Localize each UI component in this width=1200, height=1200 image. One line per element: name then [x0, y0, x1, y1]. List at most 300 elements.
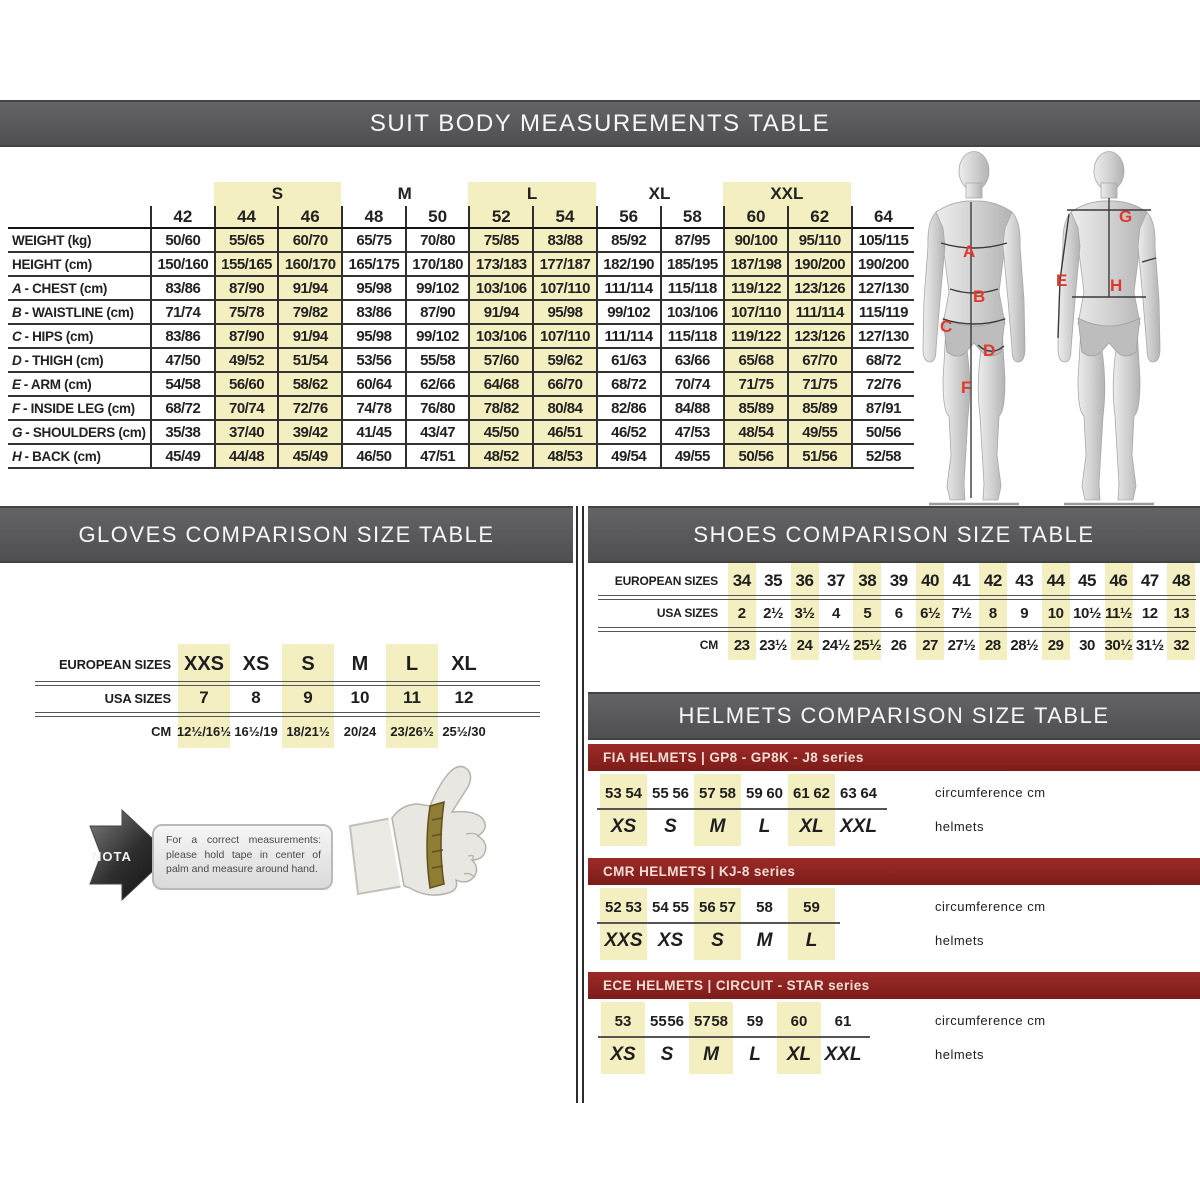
suit-cell: 60/70 [277, 229, 341, 253]
helmet-size-label: S [664, 816, 677, 837]
helmet-size-label: S [711, 930, 724, 951]
suit-cell: 91/94 [468, 301, 532, 325]
shoes-cell: 39 [889, 570, 908, 590]
suit-cell: 111/114 [787, 301, 851, 325]
suit-column-header: 60 [723, 206, 787, 229]
helmet-series-bar: CMR HELMETS | KJ-8 series [588, 858, 1200, 885]
helmet-circumference-value: 56 [672, 784, 689, 802]
shoes-cell: 30½ [1104, 636, 1133, 654]
suit-column-header: 58 [660, 206, 724, 229]
suit-cell: 177/187 [532, 253, 596, 277]
helmet-circumference-cell [741, 894, 788, 920]
helmet-size-label: M [709, 816, 726, 837]
suit-cell: 70/74 [214, 397, 278, 421]
shoes-cell: 6 [894, 604, 903, 622]
helmet-circumference-caption: circumference cm [935, 899, 1046, 914]
suit-cell: 55/58 [405, 349, 469, 373]
suit-cell: 75/78 [214, 301, 278, 325]
gloves-cell: 18/21½ [286, 723, 330, 739]
suit-cell: 39/42 [277, 421, 341, 445]
suit-cell: 119/122 [723, 277, 787, 301]
helmet-size-label: L [758, 816, 771, 837]
suit-table-title: SUIT BODY MEASUREMENTS TABLE [369, 109, 831, 137]
suit-cell: 76/80 [405, 397, 469, 421]
helmet-size-label: L [805, 930, 818, 951]
suit-cell: 111/114 [596, 277, 660, 301]
suit-cell: 68/72 [596, 373, 660, 397]
suit-row-label: F - INSIDE LEG (cm) [8, 397, 150, 421]
shoes-title: SHOES COMPARISON SIZE TABLE [693, 521, 1095, 547]
suit-cell: 95/98 [532, 301, 596, 325]
shoes-cell: 34 [732, 570, 751, 590]
suit-cell: 111/114 [596, 325, 660, 349]
suit-cell: 47/53 [660, 421, 724, 445]
shoes-cell: 24 [796, 636, 813, 654]
helmet-circumference-value: 59 [746, 1012, 764, 1030]
figure-label-thigh: D [983, 341, 996, 360]
helmet-circumference-value: 55 [650, 1012, 667, 1030]
suit-cell: 64/68 [468, 373, 532, 397]
gloves-cell: 11 [403, 688, 421, 707]
suit-size-group-header: M [397, 184, 412, 203]
shoes-cell: 23 [733, 636, 750, 654]
suit-cell: 65/68 [723, 349, 787, 373]
helmet-size-label: L [749, 1044, 761, 1065]
gloves-cell: 25½/30 [442, 723, 486, 739]
helmet-circumference-cell [647, 780, 694, 806]
helmet-circumference-row [600, 780, 882, 806]
suit-cell: 48/53 [532, 445, 596, 469]
suit-cell: 115/118 [660, 325, 724, 349]
suit-row-letter: D [12, 352, 22, 368]
helmet-circumference-row [600, 894, 835, 920]
helmet-size-label: XS [610, 816, 637, 837]
helmet-size-label: XS [657, 930, 684, 951]
shoes-cell: 38 [858, 570, 877, 590]
gloves-row [35, 686, 540, 710]
suit-cell: 85/89 [787, 397, 851, 421]
figure-label-arm: E [1056, 271, 1068, 290]
gloves-row-label: USA SIZES [104, 690, 171, 706]
suit-row-label: WEIGHT (kg) [8, 229, 150, 253]
helmet-sizes-caption: helmets [935, 819, 985, 834]
suit-cell: 54/58 [150, 373, 214, 397]
shoes-cell: 27½ [947, 636, 976, 654]
helmet-sizes-row [600, 812, 882, 842]
suit-cell: 83/86 [150, 325, 214, 349]
suit-column-header: 50 [405, 206, 469, 229]
suit-number-spacer [8, 206, 150, 229]
helmet-size-label: S [660, 1044, 674, 1065]
suit-row-letter: E [12, 376, 21, 392]
suit-cell: 59/62 [532, 349, 596, 373]
gloves-cell: 20/24 [343, 723, 377, 739]
helmet-circumference-cell [733, 1008, 777, 1034]
suit-cell: 71/75 [723, 373, 787, 397]
thumbs-up-hand-illustration [346, 760, 504, 928]
helmet-circumference-cell [647, 894, 694, 920]
shoes-cell: 44 [1046, 570, 1065, 590]
shoes-cell: 25½ [853, 636, 882, 654]
helmet-circumference-cell [788, 894, 835, 920]
shoes-cell: 31½ [1135, 636, 1164, 654]
suit-cell: 90/100 [723, 229, 787, 253]
suit-cell: 170/180 [405, 253, 469, 277]
helmet-circumference-value: 52 [605, 898, 622, 916]
figure-label-inside-leg: F [961, 378, 972, 397]
helmet-size-label: M [756, 930, 773, 951]
gloves-title: GLOVES COMPARISON SIZE TABLE [78, 521, 495, 547]
suit-cell: 103/106 [468, 325, 532, 349]
shoes-row-label: EUROPEAN SIZES [614, 573, 718, 588]
helmet-circumference-cell [777, 1008, 821, 1034]
suit-cell: 57/60 [468, 349, 532, 373]
shoes-cell: 40 [921, 570, 939, 590]
suit-cell: 75/85 [468, 229, 532, 253]
suit-cell: 185/195 [660, 253, 724, 277]
nota-label: NOTA [92, 849, 132, 864]
suit-cell: 115/119 [851, 301, 915, 325]
suit-cell: 41/45 [341, 421, 405, 445]
helmet-circumference-cell [694, 780, 741, 806]
shoes-cell: 42 [983, 570, 1002, 590]
suit-column-header: 54 [532, 206, 596, 229]
suit-row-letter: B [12, 304, 22, 320]
shoes-cell: 43 [1015, 570, 1034, 590]
suit-row-label: A - CHEST (cm) [8, 277, 150, 301]
shoes-cell: 32 [1173, 636, 1189, 654]
helmet-circumference-value: 57 [719, 898, 736, 916]
suit-cell: 78/82 [468, 397, 532, 421]
gloves-cell: XS [242, 652, 270, 675]
figure-label-shoulders: G [1119, 207, 1133, 226]
gloves-cell: 9 [303, 688, 313, 707]
suit-column-header: 48 [341, 206, 405, 229]
suit-cell: 67/70 [787, 349, 851, 373]
helmet-size-label: XS [610, 1044, 636, 1065]
gloves-cell: XL [451, 652, 477, 675]
helmet-circumference-value: 54 [652, 898, 669, 916]
suit-cell: 187/198 [723, 253, 787, 277]
helmet-circumference-value: 56 [667, 1012, 684, 1030]
helmet-circumference-cell [600, 894, 647, 920]
suit-cell: 85/92 [596, 229, 660, 253]
suit-row-label: HEIGHT (cm) [8, 253, 150, 277]
suit-cell: 47/51 [405, 445, 469, 469]
shoes-cell: 47 [1140, 570, 1159, 590]
suit-cell: 60/64 [341, 373, 405, 397]
suit-cell: 105/115 [851, 229, 915, 253]
helmet-sizes-row [601, 1040, 865, 1070]
suit-cell: 63/66 [660, 349, 724, 373]
gloves-rule [35, 712, 540, 717]
suit-cell: 127/130 [851, 325, 915, 349]
suit-cell: 45/50 [468, 421, 532, 445]
suit-cell: 107/110 [532, 277, 596, 301]
suit-cell: 165/175 [341, 253, 405, 277]
suit-cell: 46/51 [532, 421, 596, 445]
shoes-cell: 48 [1172, 570, 1191, 590]
suit-row-label: E - ARM (cm) [8, 373, 150, 397]
suit-cell: 182/190 [596, 253, 660, 277]
gloves-row-label: CM [151, 723, 171, 739]
suit-cell: 65/75 [341, 229, 405, 253]
figure-label-chest: A [963, 242, 976, 261]
helmet-circumference-row [601, 1008, 865, 1034]
helmet-sizes-row [600, 926, 835, 956]
helmet-rule [597, 922, 840, 924]
shoes-cell: 4 [831, 604, 840, 622]
suit-size-group-header: L [468, 182, 595, 206]
helmet-circumference-value: 59 [803, 898, 820, 916]
suit-column-header: 52 [468, 206, 532, 229]
suit-size-group-header: XXL [723, 182, 850, 206]
suit-cell: 99/102 [405, 325, 469, 349]
measurement-note-text: For a correct measurements: please hold tape in center of palm and measure around hand. [166, 834, 321, 876]
shoes-cell: 23½ [759, 636, 787, 654]
shoes-cell: 8 [988, 604, 997, 622]
suit-cell: 51/56 [787, 445, 851, 469]
suit-cell: 190/200 [787, 253, 851, 277]
suit-cell: 58/62 [277, 373, 341, 397]
shoes-cell: 9 [1020, 604, 1029, 622]
suit-cell: 123/126 [787, 325, 851, 349]
helmet-circumference-value: 57 [699, 784, 716, 802]
helmet-rule [598, 1036, 870, 1038]
suit-cell: 71/75 [787, 373, 851, 397]
suit-cell: 72/76 [277, 397, 341, 421]
suit-row-label: H - BACK (cm) [8, 445, 150, 469]
gloves-rule [35, 681, 540, 686]
suit-size-group-header [851, 182, 915, 206]
suit-row-label: G - SHOULDERS (cm) [8, 421, 150, 445]
shoes-cell: 29 [1047, 636, 1064, 654]
figure-label-back: H [1110, 276, 1123, 295]
shoes-cell: 3½ [794, 604, 815, 622]
shoes-header-bar [588, 506, 1200, 563]
suit-cell: 79/82 [277, 301, 341, 325]
suit-cell: 95/110 [787, 229, 851, 253]
shoes-cell: 10 [1047, 604, 1064, 622]
suit-cell: 83/86 [150, 277, 214, 301]
suit-cell: 50/60 [150, 229, 214, 253]
gloves-row-label: EUROPEAN SIZES [58, 656, 171, 672]
suit-column-header: 42 [150, 206, 214, 229]
shoes-cell: 45 [1078, 570, 1096, 590]
shoes-cell: 26 [890, 636, 907, 654]
suit-cell: 49/52 [214, 349, 278, 373]
suit-cell: 47/50 [150, 349, 214, 373]
helmet-rule [597, 808, 887, 810]
suit-cell: 66/70 [532, 373, 596, 397]
shoes-cell: 27 [922, 636, 938, 654]
shoes-cell: 11½ [1104, 604, 1132, 622]
shoes-cell: 30 [1079, 636, 1095, 654]
mannequin-figures [912, 146, 1194, 508]
suit-cell: 71/74 [150, 301, 214, 325]
suit-cell: 173/183 [468, 253, 532, 277]
helmet-circumference-cell [600, 780, 647, 806]
suit-cell: 91/94 [277, 325, 341, 349]
helmet-circumference-cell [694, 894, 741, 920]
helmet-series-bar: FIA HELMETS | GP8 - GP8K - J8 series [588, 744, 1200, 771]
shoes-cell: 5 [863, 604, 872, 622]
suit-column-header: 44 [214, 206, 278, 229]
suit-cell: 115/118 [660, 277, 724, 301]
helmet-size-label: M [703, 1044, 719, 1065]
suit-cell: 49/55 [787, 421, 851, 445]
shoes-cell: 6½ [920, 604, 940, 622]
shoes-cell: 2½ [763, 604, 784, 622]
helmet-size-label: XL [799, 816, 824, 837]
suit-row-letter: F [12, 400, 20, 416]
helmet-sizes-caption: helmets [935, 933, 985, 948]
suit-column-header: 62 [787, 206, 851, 229]
shoes-row [592, 633, 1198, 657]
shoes-cell: 12 [1141, 604, 1158, 622]
helmet-circumference-cell [788, 780, 835, 806]
suit-cell: 123/126 [787, 277, 851, 301]
suit-cell: 45/49 [277, 445, 341, 469]
suit-size-group-header: S [214, 182, 341, 206]
helmet-circumference-value: 58 [719, 784, 736, 802]
suit-cell: 119/122 [723, 325, 787, 349]
helmet-circumference-value: 60 [790, 1012, 808, 1030]
suit-cell: 61/63 [596, 349, 660, 373]
suit-cell: 46/52 [596, 421, 660, 445]
suit-cell: 87/91 [851, 397, 915, 421]
helmet-circumference-value: 55 [672, 898, 689, 916]
suit-cell: 49/54 [596, 445, 660, 469]
suit-cell: 68/72 [150, 397, 214, 421]
measurement-note [152, 824, 333, 890]
shoes-cell: 36 [795, 570, 814, 590]
gloves-cell: 12 [454, 688, 474, 707]
suit-cell: 72/76 [851, 373, 915, 397]
helmet-circumference-cell [601, 1008, 645, 1034]
helmet-circumference-value: 61 [834, 1012, 852, 1030]
suit-cell: 127/130 [851, 277, 915, 301]
helmet-circumference-cell [835, 780, 882, 806]
suit-cell: 82/86 [596, 397, 660, 421]
suit-cell: 99/102 [405, 277, 469, 301]
shoes-row-label: USA SIZES [656, 606, 718, 620]
suit-column-header: 46 [277, 206, 341, 229]
shoes-cell: 7½ [951, 604, 972, 622]
helmet-circumference-value: 59 [746, 784, 763, 802]
helmet-circumference-value: 56 [699, 898, 716, 916]
shoes-cell: 37 [826, 570, 845, 590]
suit-row-letter: H [12, 448, 22, 464]
shoes-cell: 28½ [1010, 636, 1039, 654]
suit-cell: 62/66 [405, 373, 469, 397]
shoes-rule [598, 595, 1196, 600]
suit-cell: 155/165 [214, 253, 278, 277]
shoes-row [592, 567, 1198, 594]
section-divider-line [582, 506, 584, 1103]
suit-cell: 80/84 [532, 397, 596, 421]
suit-cell: 103/106 [660, 301, 724, 325]
suit-cell: 50/56 [723, 445, 787, 469]
helmet-series-bar: ECE HELMETS | CIRCUIT - STAR series [588, 972, 1200, 999]
helmet-circumference-value: 53 [614, 1012, 632, 1030]
shoes-cell: 41 [952, 570, 971, 590]
shoes-cell: 2 [737, 604, 746, 622]
suit-column-header: 64 [851, 206, 915, 229]
gloves-row [35, 717, 540, 745]
suit-row-label: B - WAISTLINE (cm) [8, 301, 150, 325]
suit-cell: 83/88 [532, 229, 596, 253]
figure-label-waist: B [973, 287, 986, 306]
suit-cell: 55/65 [214, 229, 278, 253]
shoes-cell: 28 [984, 636, 1001, 654]
helmet-size-label: XL [786, 1044, 812, 1065]
suit-cell: 74/78 [341, 397, 405, 421]
suit-row-letter: A [12, 280, 22, 296]
suit-cell: 48/52 [468, 445, 532, 469]
helmet-circumference-cell [741, 780, 788, 806]
helmet-circumference-value: 57 [694, 1012, 711, 1030]
suit-measurements-table [8, 182, 914, 469]
suit-cell: 44/48 [214, 445, 278, 469]
suit-cell: 45/49 [150, 445, 214, 469]
helmet-circumference-value: 58 [711, 1012, 728, 1030]
gloves-cell: M [351, 652, 369, 675]
suit-row-letter: C [12, 328, 22, 344]
suit-cell: 70/74 [660, 373, 724, 397]
gloves-cell: XXS [183, 652, 225, 675]
shoes-row-label: CM [699, 638, 718, 652]
helmet-sizes-caption: helmets [935, 1047, 985, 1062]
helmet-circumference-value: 53 [625, 898, 642, 916]
suit-cell: 83/86 [341, 301, 405, 325]
suit-cell: 70/80 [405, 229, 469, 253]
helmet-circumference-cell [821, 1008, 865, 1034]
helmet-circumference-value: 55 [652, 784, 669, 802]
mannequin-back [1056, 152, 1160, 505]
section-divider-line [576, 506, 578, 1103]
suit-size-group-header: XL [648, 184, 671, 203]
suit-cell: 48/54 [723, 421, 787, 445]
helmet-circumference-value: 54 [625, 784, 642, 802]
suit-cell: 68/72 [851, 349, 915, 373]
mannequin-front [923, 152, 1025, 505]
suit-cell: 53/56 [341, 349, 405, 373]
gloves-cell: 23/26½ [390, 723, 434, 739]
helmet-circumference-caption: circumference cm [935, 785, 1046, 800]
suit-size-group-header [150, 182, 214, 206]
helmet-circumference-caption: circumference cm [935, 1013, 1046, 1028]
shoes-cell: 10½ [1073, 604, 1101, 622]
suit-cell: 190/200 [851, 253, 915, 277]
gloves-cell: 16½/19 [234, 723, 278, 739]
suit-cell: 107/110 [532, 325, 596, 349]
gloves-cell: S [301, 652, 315, 675]
suit-cell: 50/56 [851, 421, 915, 445]
suit-cell: 87/90 [214, 325, 278, 349]
suit-cell: 95/98 [341, 277, 405, 301]
suit-row-label: D - THIGH (cm) [8, 349, 150, 373]
suit-cell: 46/50 [341, 445, 405, 469]
suit-cell: 37/40 [214, 421, 278, 445]
figure-label-hips: C [940, 317, 953, 336]
helmet-size-label: XXL [824, 1044, 862, 1065]
gloves-cell: 8 [251, 688, 261, 707]
helmet-circumference-value: 60 [766, 784, 783, 802]
suit-cell: 84/88 [660, 397, 724, 421]
helmet-circumference-cell [689, 1008, 733, 1034]
gloves-cell: L [405, 652, 419, 675]
